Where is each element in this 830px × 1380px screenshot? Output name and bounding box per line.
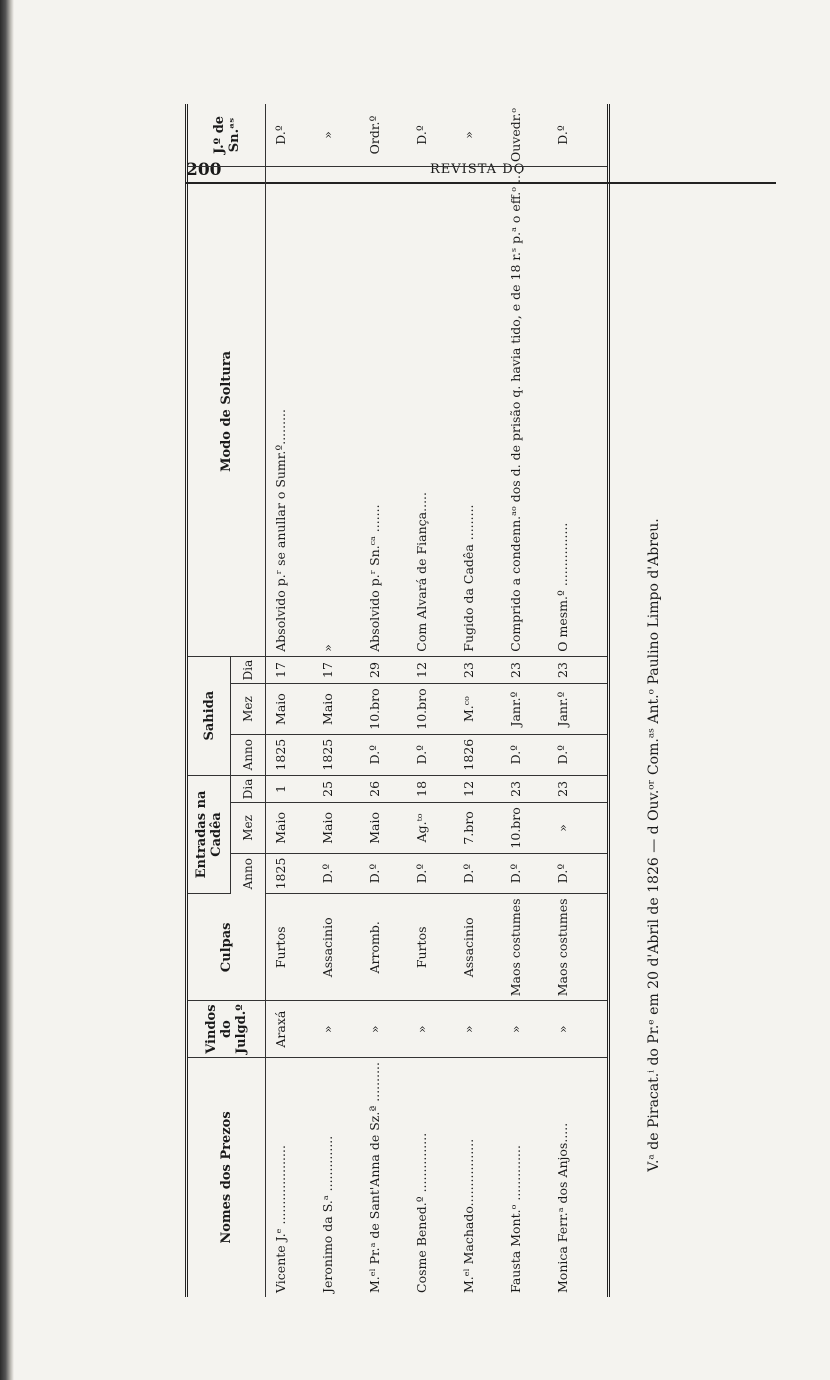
cell-entrada-mez: Maio (366, 803, 413, 853)
cell-modo: Comprido a condenn.ᵃᵒ dos d. de prisão q. havia tido, e de 18 r.ˢ p.ᵃ o eff.ᵒ ... (507, 167, 554, 657)
cell-modo: » (319, 167, 366, 657)
cell-entrada-mez: » (554, 803, 601, 853)
cell-entrada-mez: 10.bro (507, 803, 554, 853)
table-row (507, 104, 554, 1297)
table-row (272, 104, 319, 1297)
cell-entrada-anno: D.º (507, 853, 554, 894)
col-modo: Modo de Soltura (187, 167, 266, 657)
cell-sahida-dia: 23 (554, 656, 601, 684)
cell-sahida-mez: M.ᶜᵒ (460, 684, 507, 734)
cell-sahida-mez: Janr.º (507, 684, 554, 734)
cell-entrada-dia: 26 (366, 775, 413, 803)
cell-modo: Absolvido p.ʳ se anullar o Sumr.º......... (272, 167, 319, 657)
table-row (413, 104, 460, 1297)
cell-sahida-dia: 23 (460, 656, 507, 684)
cell-vindos: » (507, 1001, 554, 1058)
subcol-entrada-mez: Mez (231, 803, 266, 853)
cell-sahida-anno: D.º (554, 734, 601, 775)
cell-nome: Cosme Bened.º ............... (414, 1132, 429, 1293)
cell-juiz: Ordr.º (366, 104, 413, 167)
cell-entrada-dia: 23 (554, 775, 601, 803)
cell-nome: M.ᵉˡ Machado................. (461, 1138, 476, 1293)
table-row (366, 104, 413, 1297)
cell-nome: Fausta Mont.ᵒ .............. (508, 1145, 523, 1293)
cell-vindos: Araxá (272, 1001, 319, 1058)
subcol-sahida-anno: Anno (231, 734, 266, 775)
cell-entrada-dia: 25 (319, 775, 366, 803)
col-sahida: Sahida (187, 656, 231, 775)
cell-culpas: Maos costumes (507, 894, 554, 1001)
footer-signature-line: V.ᵃ de Piracat.ⁱ do Pr.ᵉ em 20 d'Abril de 1826 — d Ouv.ᵒʳ Com.ᵃˢ Ant.ᵒ Paulino Limpo d'Abreu. (646, 518, 662, 1172)
col-entradas: Entradas na Cadêa (187, 775, 231, 894)
cell-entrada-anno: D.º (366, 853, 413, 894)
table-body (266, 104, 609, 1297)
subcol-entrada-dia: Dia (231, 775, 266, 803)
cell-culpas: Furtos (272, 894, 319, 1001)
col-culpas: Culpas (187, 894, 266, 1001)
cell-entrada-dia: 18 (413, 775, 460, 803)
cell-nome: Jeronimo da S.ᵃ .............. (320, 1135, 335, 1293)
cell-nome: Vicente J.ᵉ .................... (273, 1145, 288, 1293)
cell-culpas: Maos costumes (554, 894, 601, 1001)
cell-modo: O mesm.º ................ (554, 167, 601, 657)
cell-vindos: » (413, 1001, 460, 1058)
cell-juiz: D.º (554, 104, 601, 167)
footer-area (646, 420, 676, 1270)
book-binding-edge (0, 0, 14, 1380)
cell-vindos: » (366, 1001, 413, 1058)
cell-sahida-mez: Maio (319, 684, 366, 734)
cell-modo: Absolvido p.ʳ Sn.ᶜᵃ ....... (366, 167, 413, 657)
cell-entrada-dia: 1 (272, 775, 319, 803)
subcol-entrada-anno: Anno (231, 853, 266, 894)
cell-modo: Fugido da Cadêa ......... (460, 167, 507, 657)
cell-sahida-mez: 10.bro (366, 684, 413, 734)
cell-entrada-dia: 23 (507, 775, 554, 803)
cell-entrada-mez: Maio (272, 803, 319, 853)
col-nomes: Nomes dos Prezos (219, 1111, 234, 1244)
cell-entrada-anno: D.º (460, 853, 507, 894)
cell-entrada-anno: 1825 (272, 853, 319, 894)
cell-sahida-anno: 1826 (460, 734, 507, 775)
cell-nome: Monica Ferr.ᵃ dos Anjos..... (555, 1122, 570, 1293)
cell-sahida-dia: 17 (319, 656, 366, 684)
cell-juiz: D.º (272, 104, 319, 167)
cell-juiz: D.º (413, 104, 460, 167)
cell-juiz: » (319, 104, 366, 167)
cell-vindos: » (319, 1001, 366, 1058)
cell-sahida-anno: 1825 (319, 734, 366, 775)
cell-nome: M.ᵉˡ Pr.ᵃ de Sant'Anna de Sz.ª .......... (367, 1062, 382, 1293)
cell-entrada-mez: Ag.ᵗᵒ (413, 803, 460, 853)
cell-sahida-anno: 1825 (272, 734, 319, 775)
cell-juiz: » (460, 104, 507, 167)
cell-sahida-mez: Maio (272, 684, 319, 734)
cell-culpas: Arromb. (366, 894, 413, 1001)
cell-sahida-mez: Janr.º (554, 684, 601, 734)
running-title: REVISTA DO (430, 162, 526, 177)
cell-entrada-anno: D.º (554, 853, 601, 894)
cell-sahida-dia: 17 (272, 656, 319, 684)
cell-modo: Com Alvará de Fiança..... (413, 167, 460, 657)
subcol-sahida-mez: Mez (231, 684, 266, 734)
cell-sahida-anno: D.º (366, 734, 413, 775)
cell-sahida-dia: 12 (413, 656, 460, 684)
cell-sahida-anno: D.º (413, 734, 460, 775)
page-number: 200 (186, 160, 222, 180)
table-header (187, 104, 266, 1297)
table-row (319, 104, 366, 1297)
cell-entrada-mez: 7.bro (460, 803, 507, 853)
cell-entrada-mez: Maio (319, 803, 366, 853)
cell-vindos: » (460, 1001, 507, 1058)
cell-juiz: Ouvedr.ᵒ (507, 104, 554, 167)
subcol-sahida-dia: Dia (231, 656, 266, 684)
cell-culpas: Assacinio (460, 894, 507, 1001)
table-row (460, 104, 507, 1297)
cell-culpas: Furtos (413, 894, 460, 1001)
col-juiz: J.º de Sn.ᵃˢ (187, 104, 266, 167)
col-vindos: Vindos do Julgd.º (187, 1001, 266, 1058)
cell-entrada-dia: 12 (460, 775, 507, 803)
cell-sahida-dia: 29 (366, 656, 413, 684)
cell-sahida-anno: D.º (507, 734, 554, 775)
cell-entrada-anno: D.º (319, 853, 366, 894)
table-row (554, 104, 601, 1297)
cell-culpas: Assacinio (319, 894, 366, 1001)
cell-entrada-anno: D.º (413, 853, 460, 894)
cell-sahida-mez: 10.bro (413, 684, 460, 734)
cell-vindos: » (554, 1001, 601, 1058)
prisoner-ledger-table (185, 104, 610, 1297)
cell-sahida-dia: 23 (507, 656, 554, 684)
